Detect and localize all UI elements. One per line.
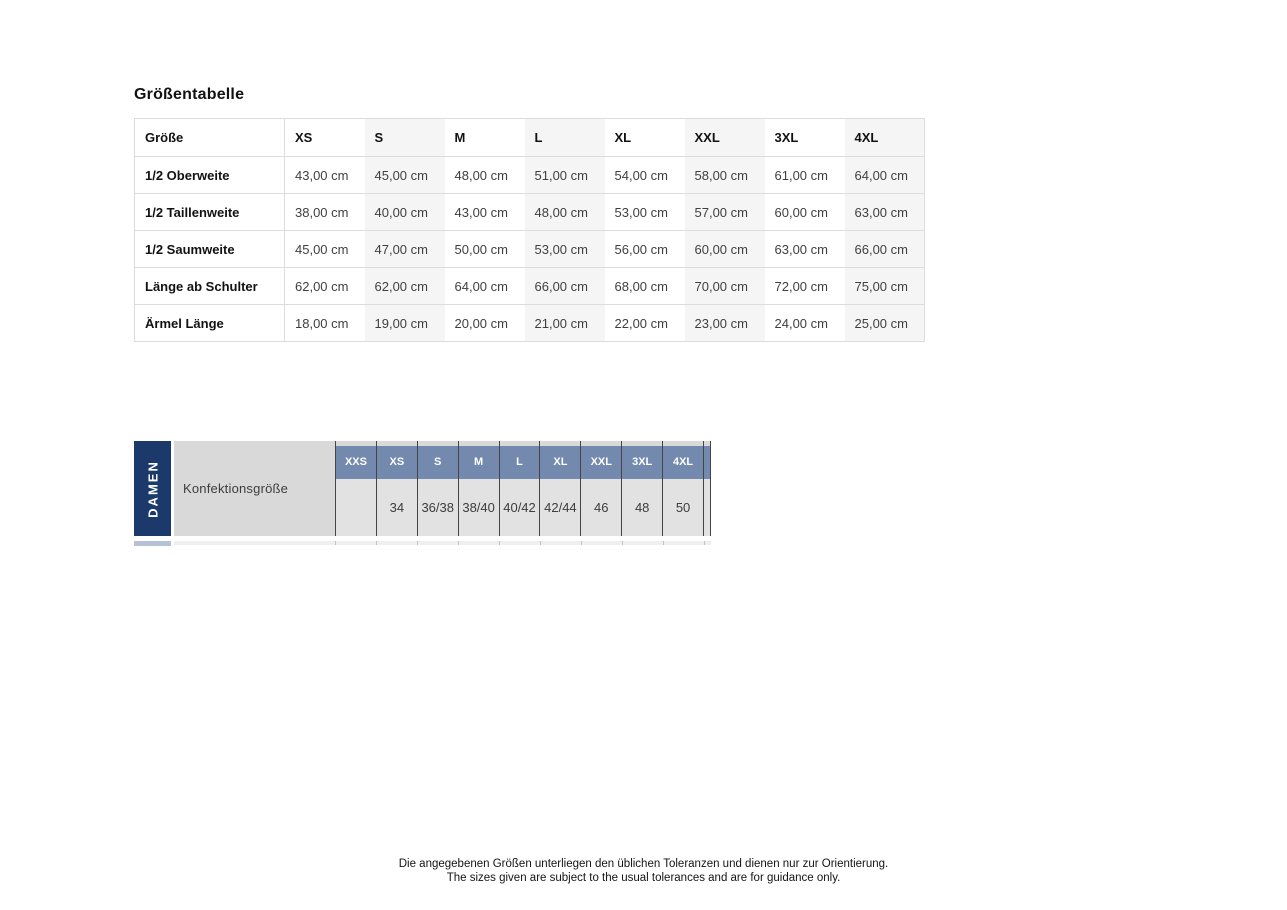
damen-col-header (704, 446, 710, 479)
cell-value: 48,00 cm (445, 157, 525, 194)
damen-col-value: 42/44 (540, 479, 580, 536)
cell-value: 63,00 cm (845, 194, 925, 231)
row-label: 1/2 Saumweite (135, 231, 285, 268)
damen-col-header: 4XL (663, 446, 703, 479)
damen-col-l (499, 441, 540, 536)
cell-value: 45,00 cm (365, 157, 445, 194)
cell-value: 53,00 cm (525, 231, 605, 268)
damen-col-xs (376, 441, 417, 536)
cell-value: 24,00 cm (765, 305, 845, 342)
cell-value: 70,00 cm (685, 268, 765, 305)
konfektionsgroesse-label: Konfektionsgröße (183, 481, 289, 496)
cell-value: 62,00 cm (365, 268, 445, 305)
row-label: 1/2 Taillenweite (135, 194, 285, 231)
cell-value: 64,00 cm (845, 157, 925, 194)
cell-value: 51,00 cm (525, 157, 605, 194)
header-s: S (365, 119, 445, 157)
cell-value: 53,00 cm (605, 194, 685, 231)
cell-value: 60,00 cm (685, 231, 765, 268)
cell-value: 47,00 cm (365, 231, 445, 268)
next-section-bar-sliver (134, 541, 171, 546)
header-xxl: XXL (685, 119, 765, 157)
damen-col-xxl (580, 441, 621, 536)
cell-value: 75,00 cm (845, 268, 925, 305)
cell-value: 50,00 cm (445, 231, 525, 268)
cell-value: 38,00 cm (285, 194, 365, 231)
table-row-aermel-laenge (135, 305, 925, 342)
table-row-taillenweite (135, 194, 925, 231)
row-label: Ärmel Länge (135, 305, 285, 342)
cell-value: 20,00 cm (445, 305, 525, 342)
disclaimer-line-de: Die angegebenen Größen unterliegen den üblichen Toleranzen und dienen nur zur Orientierung. (398, 858, 889, 870)
cell-value: 21,00 cm (525, 305, 605, 342)
damen-col-value: 36/38 (418, 479, 458, 536)
damen-col-xl (539, 441, 580, 536)
damen-col-value: 46 (581, 479, 621, 536)
damen-col-value: 50 (663, 479, 703, 536)
table-row-saumweite (135, 231, 925, 268)
cell-value: 43,00 cm (445, 194, 525, 231)
disclaimer-line-en: The sizes given are subject to the usual tolerances and are for guidance only. (446, 871, 841, 884)
size-disclaimer (0, 858, 1287, 885)
header-4xl: 4XL (845, 119, 925, 157)
header-l: L (525, 119, 605, 157)
damen-col-header: M (459, 446, 499, 479)
damen-size-conversion-image (134, 441, 711, 546)
cell-value: 48,00 cm (525, 194, 605, 231)
damen-section-label: DAMEN (145, 459, 160, 518)
next-row-column-marks (335, 541, 711, 545)
cell-value: 63,00 cm (765, 231, 845, 268)
cell-value: 57,00 cm (685, 194, 765, 231)
damen-col-value: 34 (377, 479, 417, 536)
row-label: Länge ab Schulter (135, 268, 285, 305)
damen-col-header: S (418, 446, 458, 479)
cell-value: 23,00 cm (685, 305, 765, 342)
damen-col-value: 48 (622, 479, 662, 536)
size-measurement-table (134, 118, 925, 342)
damen-col-3xl (621, 441, 662, 536)
header-m: M (445, 119, 525, 157)
damen-section-bar (134, 441, 171, 536)
damen-col-value (704, 479, 710, 536)
damen-col-header: XS (377, 446, 417, 479)
cell-value: 43,00 cm (285, 157, 365, 194)
header-groesse: Größe (135, 119, 285, 157)
damen-col-header: L (500, 446, 540, 479)
header-xl: XL (605, 119, 685, 157)
damen-col-s (417, 441, 458, 536)
damen-col-m (458, 441, 499, 536)
damen-col-header: XXL (581, 446, 621, 479)
cell-value: 72,00 cm (765, 268, 845, 305)
damen-col-header: 3XL (622, 446, 662, 479)
cell-value: 66,00 cm (845, 231, 925, 268)
cell-value: 56,00 cm (605, 231, 685, 268)
header-xs: XS (285, 119, 365, 157)
size-table-header-row (135, 119, 925, 157)
row-label: 1/2 Oberweite (135, 157, 285, 194)
damen-col-4xl (662, 441, 703, 536)
damen-col-header: XXS (336, 446, 376, 479)
cell-value: 45,00 cm (285, 231, 365, 268)
cell-value: 19,00 cm (365, 305, 445, 342)
cell-value: 54,00 cm (605, 157, 685, 194)
damen-col-value: 40/42 (500, 479, 540, 536)
damen-col-xxs (335, 441, 376, 536)
table-row-laenge-ab-schulter (135, 268, 925, 305)
cell-value: 18,00 cm (285, 305, 365, 342)
cell-value: 22,00 cm (605, 305, 685, 342)
cell-value: 61,00 cm (765, 157, 845, 194)
cell-value: 60,00 cm (765, 194, 845, 231)
cell-value: 66,00 cm (525, 268, 605, 305)
damen-col-value: 38/40 (459, 479, 499, 536)
cell-value: 62,00 cm (285, 268, 365, 305)
table-row-oberweite (135, 157, 925, 194)
cell-value: 58,00 cm (685, 157, 765, 194)
damen-size-columns (335, 441, 711, 536)
damen-col-header: XL (540, 446, 580, 479)
damen-col-value (336, 479, 376, 536)
next-row-sliver (174, 541, 711, 545)
cell-value: 68,00 cm (605, 268, 685, 305)
cell-value: 64,00 cm (445, 268, 525, 305)
damen-col-cropped (703, 441, 711, 536)
cell-value: 40,00 cm (365, 194, 445, 231)
cell-value: 25,00 cm (845, 305, 925, 342)
page-title: Größentabelle (134, 86, 245, 103)
header-3xl: 3XL (765, 119, 845, 157)
